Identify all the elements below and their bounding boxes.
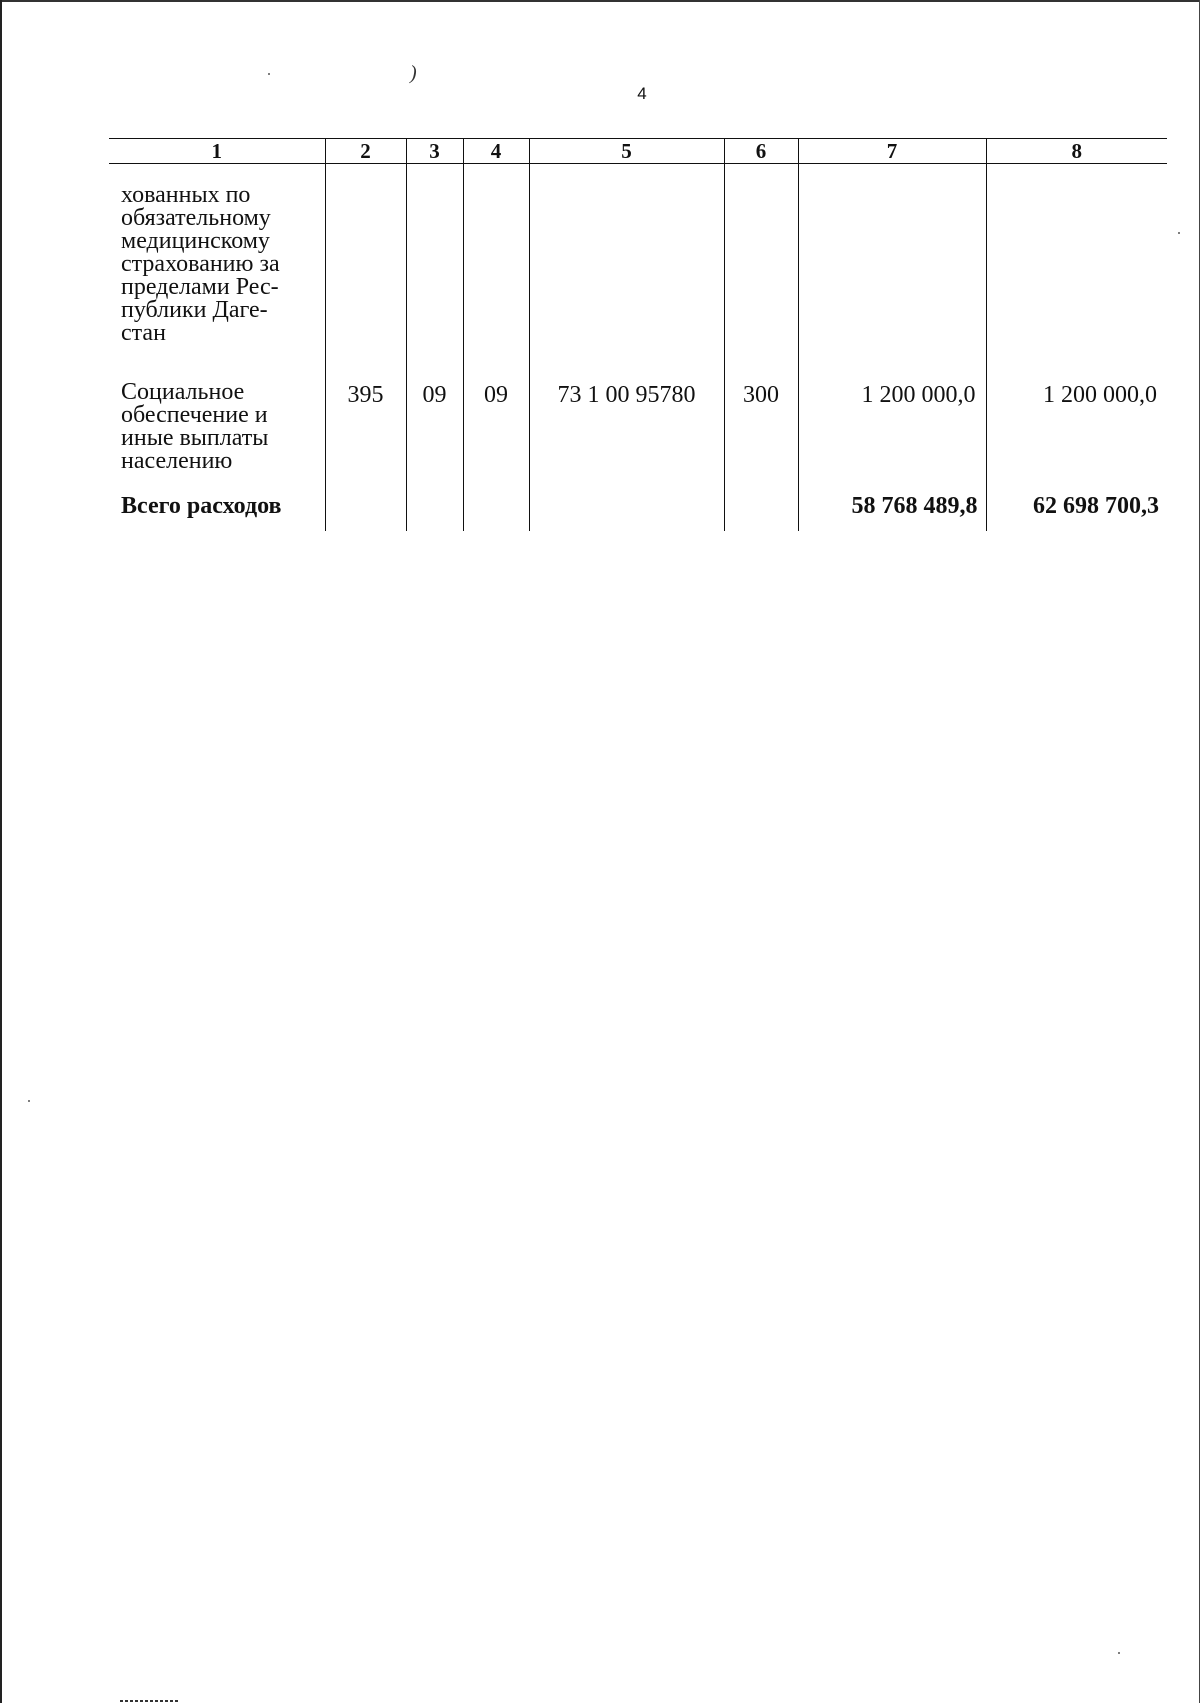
label-line: обязательному	[121, 205, 271, 231]
table-header-row	[109, 139, 1167, 164]
scan-edge-top	[0, 0, 1200, 2]
cell-empty	[325, 491, 406, 531]
column-header: 7	[798, 139, 986, 164]
label-line: стан	[121, 320, 166, 346]
cell-empty	[463, 491, 529, 531]
table-row	[109, 164, 1167, 382]
cell-expense-type	[724, 164, 798, 382]
cell-admin-code: 395	[325, 381, 406, 491]
label-line: хованных по	[121, 182, 251, 208]
cell-section	[406, 164, 463, 382]
column-header: 3	[406, 139, 463, 164]
budget-table	[109, 138, 1167, 531]
cell-section: 09	[406, 381, 463, 491]
column-header: 2	[325, 139, 406, 164]
column-header: 4	[463, 139, 529, 164]
label-line: страхованию за	[121, 251, 280, 277]
column-header: 5	[529, 139, 724, 164]
column-header: 8	[986, 139, 1167, 164]
cell-empty	[724, 491, 798, 531]
scan-speck	[1118, 1652, 1120, 1654]
label-line: иные выплаты	[121, 425, 269, 451]
cell-admin-code	[325, 164, 406, 382]
cell-empty	[406, 491, 463, 531]
row-label	[109, 164, 325, 382]
table-row	[109, 381, 1167, 491]
total-label: Всего расходов	[121, 493, 282, 519]
row-label	[109, 381, 325, 491]
header-mark: )	[410, 62, 417, 84]
scan-artifact	[120, 1700, 180, 1702]
label-line: публики Даге-	[121, 297, 268, 323]
scan-speck	[28, 1100, 30, 1102]
label-line: пределами Рес-	[121, 274, 279, 300]
page-number: 4	[637, 84, 647, 103]
label-line: населению	[121, 448, 233, 474]
cell-amount-year1: 1 200 000,0	[798, 381, 986, 491]
cell-subsection	[463, 164, 529, 382]
scan-speck	[268, 73, 270, 75]
column-header: 6	[724, 139, 798, 164]
cell-empty	[529, 491, 724, 531]
label-line: обеспечение и	[121, 402, 268, 428]
scan-speck	[1178, 232, 1180, 234]
scan-edge-left	[0, 0, 2, 1703]
cell-expense-type: 300	[724, 381, 798, 491]
total-amount-year2: 62 698 700,3	[986, 491, 1167, 531]
cell-amount-year2	[986, 164, 1167, 382]
cell-target-item: 73 1 00 95780	[529, 381, 724, 491]
cell-amount-year1	[798, 164, 986, 382]
label-line: Социальное	[121, 379, 245, 405]
total-row	[109, 491, 1167, 531]
cell-amount-year2: 1 200 000,0	[986, 381, 1167, 491]
cell-subsection: 09	[463, 381, 529, 491]
total-amount-year1: 58 768 489,8	[798, 491, 986, 531]
cell-target-item	[529, 164, 724, 382]
label-line: медицинскому	[121, 228, 270, 254]
column-header: 1	[109, 139, 325, 164]
